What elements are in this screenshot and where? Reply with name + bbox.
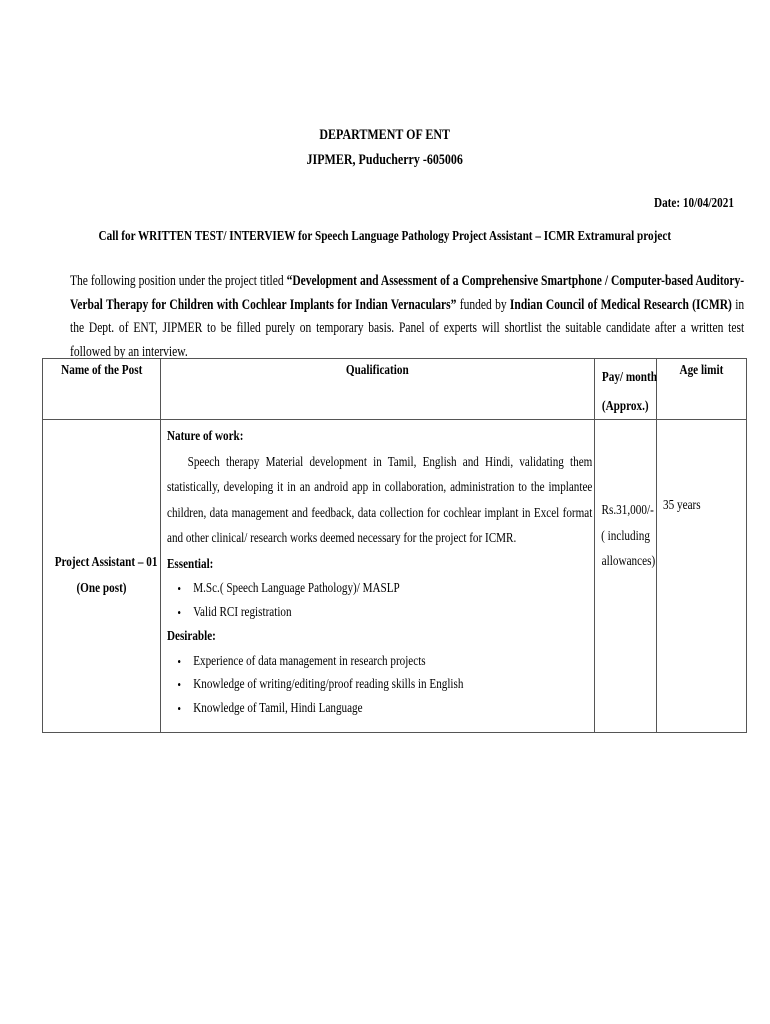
essential-list bbox=[167, 577, 592, 624]
qualification-cell bbox=[161, 420, 595, 733]
header-qualification: Qualification bbox=[161, 359, 595, 420]
notice-date: Date: 10/04/2021 bbox=[654, 196, 734, 211]
post-name: Project Assistant – 01 bbox=[54, 555, 158, 570]
nature-text: Speech therapy Material development in Tamil, English and Hindi, validating them statistically, developing it in an android app in collaboration, administration to the implantee children, data management and feedback, data collection for cochlear implant in Excel format and other clinical/ research works deemed necessary for the project for ICMR. bbox=[167, 454, 593, 546]
table-header-row bbox=[43, 359, 747, 420]
department-heading: DEPARTMENT OF ENT bbox=[319, 127, 451, 143]
post-count: (One post) bbox=[76, 581, 127, 596]
desirable-label: Desirable: bbox=[167, 629, 216, 644]
intro-paragraph: The following position under the project titled “Development and Assessment of a Comprehensive Smartphone / Computer-based Auditory-Verbal Therapy for Children with Cochlear Implants for Indian Vernaculars” funded by Indian Council of Medical Research (ICMR) in the Dept. of ENT, JIPMER to be filled purely on temporary basis. Panel of experts will shortlist the suitable candidate after a written test followed by an interview. bbox=[70, 273, 745, 360]
nature-label: Nature of work: bbox=[167, 429, 244, 444]
list-item: • Knowledge of Tamil, Hindi Language bbox=[167, 697, 592, 721]
list-item: • M.Sc.( Speech Language Pathology)/ MASLP bbox=[167, 577, 592, 601]
header-age: Age limit bbox=[657, 359, 747, 420]
header-post: Name of the Post bbox=[43, 359, 161, 420]
funder-name: Indian Council of Medical Research (ICMR) bbox=[509, 296, 732, 313]
header-pay: Pay/ month (Approx.) bbox=[595, 359, 657, 420]
essential-label: Essential: bbox=[167, 556, 214, 572]
age-cell: 35 years bbox=[657, 420, 747, 733]
pay-cell: Rs.31,000/- ( including allowances) bbox=[595, 420, 657, 733]
institute-heading: JIPMER, Puducherry -605006 bbox=[306, 152, 464, 168]
project-title: “Development and Assessment of a Comprehensive Smartphone / Computer-based Auditory-Verbal Therapy for Children with Cochlear Implants for Indian Vernaculars” bbox=[70, 273, 745, 313]
positions-table bbox=[42, 358, 747, 733]
table-row bbox=[43, 420, 747, 733]
desirable-list bbox=[167, 650, 592, 721]
list-item: • Knowledge of writing/editing/proof reading skills in English bbox=[167, 673, 592, 697]
post-name-cell bbox=[43, 420, 161, 733]
list-item: • Valid RCI registration bbox=[167, 601, 592, 625]
list-item: • Experience of data management in research projects bbox=[167, 650, 592, 674]
call-title: Call for WRITTEN TEST/ INTERVIEW for Speech Language Pathology Project Assistant – ICMR Extramural project bbox=[98, 229, 672, 244]
